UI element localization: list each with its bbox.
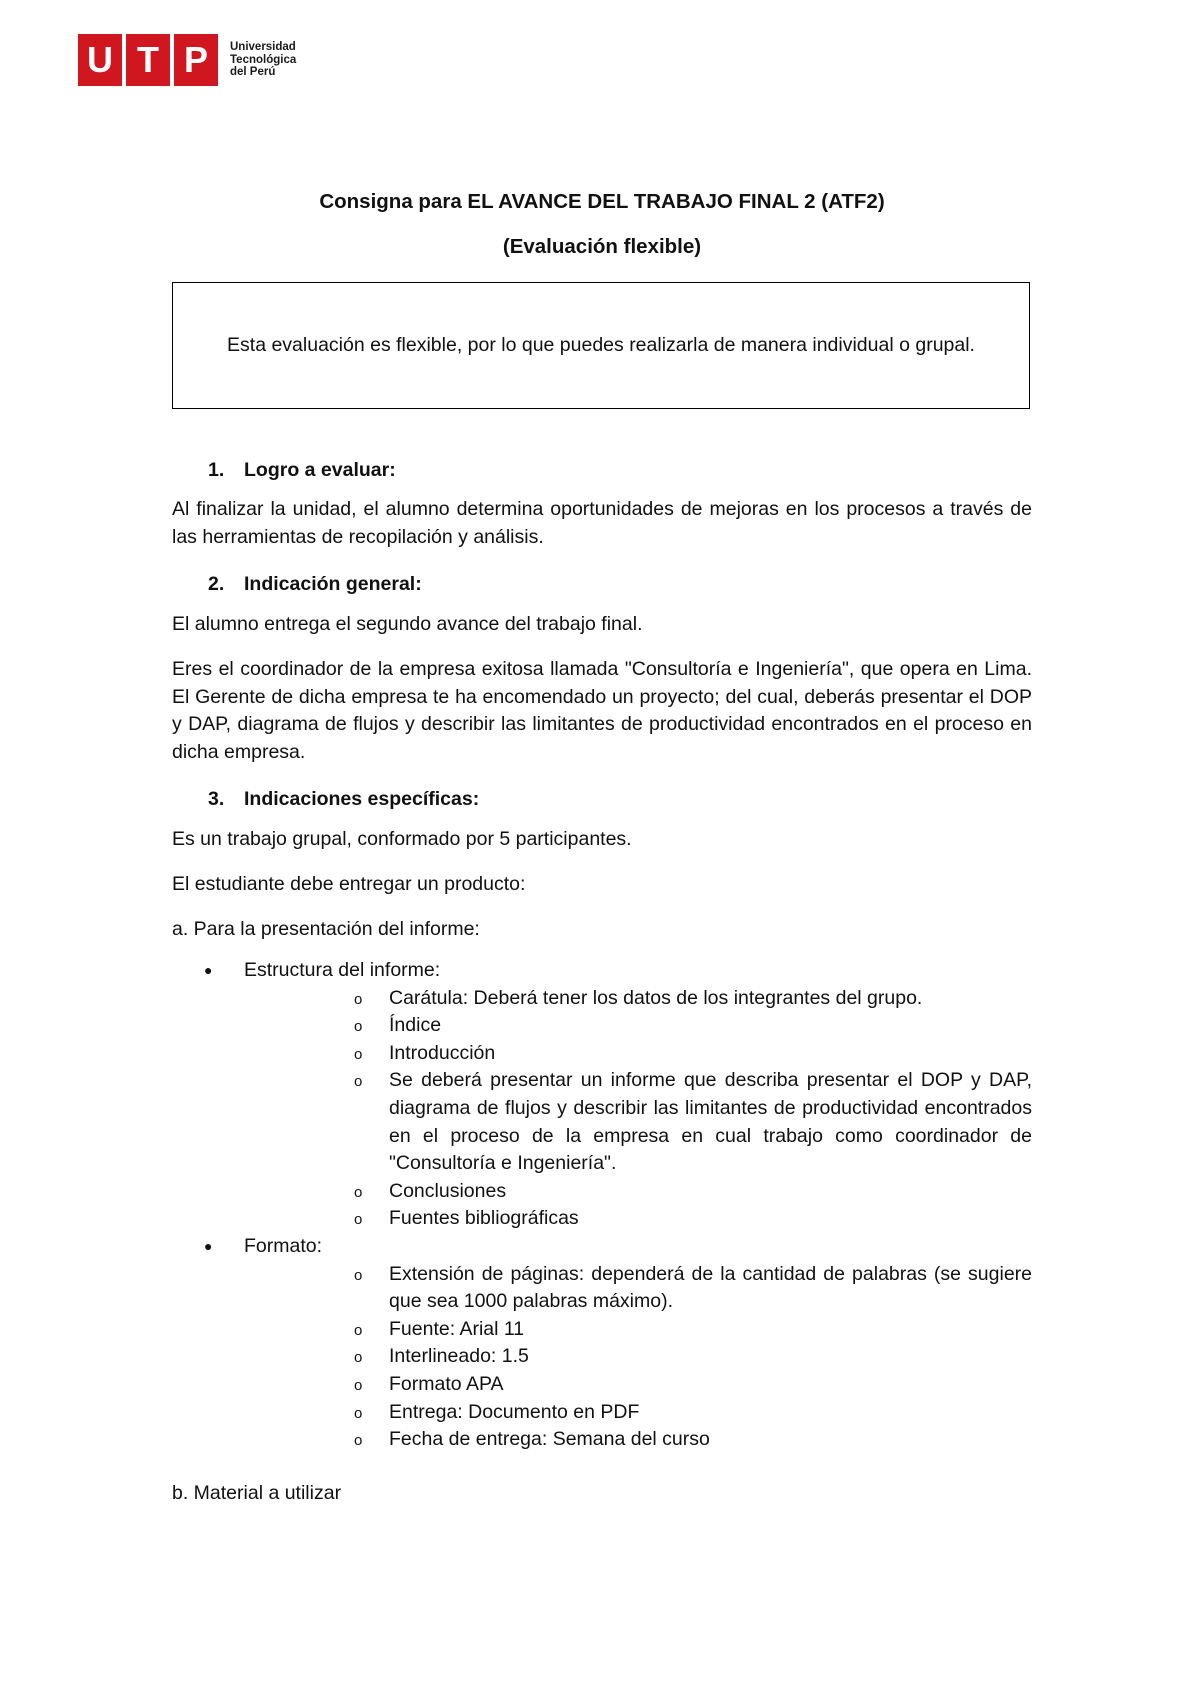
list-item-text: Se deberá presentar un informe que describa presentar el DOP y DAP, diagrama de flujos y describir las limitantes de productividad encontrados en el proceso de la empresa en cual trabajo como coordinador de "Consultoría e Ingeniería". [389,1069,1032,1175]
document-subtitle: (Evaluación flexible) [502,235,702,258]
sub-bullet-icon: o [354,1266,363,1284]
sub-bullet-icon: o [354,1045,363,1063]
list-item [244,1067,1032,1177]
section-heading-logro [208,457,396,484]
list-item-formato [172,1233,1032,1454]
list-item-text: Extensión de páginas: dependerá de la cantidad de palabras (se sugiere que sea 1000 palabras máximo). [389,1262,1032,1313]
list-item-estructura [172,957,1032,1233]
list-item [244,1371,1032,1399]
logo-name-line: del Perú [230,66,276,79]
sub-bullet-icon: o [354,1073,363,1091]
sub-bullet-icon: o [354,1321,363,1339]
logo-name-line: Tecnológica [230,53,297,66]
list-item [244,1343,1032,1371]
sub-bullet-icon: o [354,1432,363,1450]
list-item-text: Conclusiones [389,1179,507,1202]
paragraph-entrega: El alumno entrega el segundo avance del trabajo final. [172,613,643,635]
list-item [244,1426,1032,1454]
list-item [244,1040,1032,1068]
paragraph-coordinador: Eres el coordinador de la empresa exitosa llamada "Consultoría e Ingeniería", que opera en Lima. El Gerente de dicha empresa te ha encomendado un proyecto; del cual, deberás presentar el DOP y DAP, diagrama de flujos y describir las limitantes de productividad encontrados en el proceso en dicha empresa. [172,658,1032,763]
flexible-evaluation-notice [172,282,1030,409]
sub-bullet-icon: o [354,1183,363,1201]
section-number: 2. [208,573,225,595]
list-item [244,1012,1032,1040]
list-item [244,1399,1032,1427]
document-title: Consigna para EL AVANCE DEL TRABAJO FINAL 2 (ATF2) [319,190,885,213]
logo-university-name [230,41,296,79]
list-item-label: Estructura del informe: [244,959,441,981]
list-item-text: Interlineado: 1.5 [389,1345,529,1368]
sub-bullet-icon: o [354,1211,363,1229]
paragraph-producto: El estudiante debe entregar un producto: [172,873,526,895]
section-heading-text: Logro a evaluar: [244,459,396,481]
list-item-text: Índice [389,1014,442,1037]
list-item [244,1205,1032,1233]
bullet-icon: ● [204,1237,213,1254]
section-heading-indicaciones-especificas [208,786,479,813]
sub-bullet-icon: o [354,1404,363,1422]
sub-bullet-icon: o [354,1349,363,1367]
list-item [244,1178,1032,1206]
list-item-text: Fuentes bibliográficas [389,1207,579,1230]
list-item-label: Formato: [244,1234,323,1257]
sublist-estructura [244,985,1032,1233]
list-item-text: Entrega: Documento en PDF [389,1400,640,1423]
section-number: 1. [208,459,225,481]
list-item [244,985,1032,1013]
notice-text: Esta evaluación es flexible, por lo que puedes realizarla de manera individual o grupal. [227,334,975,356]
section-heading-text: Indicación general: [244,573,422,595]
logo-letter-u: U [78,34,122,86]
section-number: 3. [208,788,225,810]
logo-letter-p: P [174,34,218,86]
section-heading-indicacion-general [208,571,422,598]
logo-letter-t: T [126,34,170,86]
list-item-text: Fecha de entrega: Semana del curso [389,1428,710,1451]
logo-name-line: Universidad [230,41,296,54]
list-item [244,1316,1032,1344]
section-heading-text: Indicaciones específicas: [244,788,480,810]
sub-bullet-icon: o [354,990,363,1008]
list-item-text: Carátula: Deberá tener los datos de los integrantes del grupo. [389,986,923,1009]
paragraph-logro: Al finalizar la unidad, el alumno determina oportunidades de mejoras en los procesos a través de las herramientas de recopilación y análisis. [172,498,1032,548]
paragraph-presentacion-informe: a. Para la presentación del informe: [172,918,480,940]
bullet-icon: ● [204,962,213,978]
requirements-list [172,957,1032,1454]
utp-logo [78,34,296,86]
list-item-text: Fuente: Arial 11 [389,1317,525,1340]
list-item [244,1261,1032,1316]
paragraph-material: b. Material a utilizar [172,1482,342,1504]
list-item-text: Introducción [389,1041,496,1064]
sublist-formato [244,1261,1032,1454]
sub-bullet-icon: o [354,1018,363,1036]
paragraph-trabajo-grupal: Es un trabajo grupal, conformado por 5 participantes. [172,828,632,850]
list-item-text: Formato APA [389,1372,504,1395]
sub-bullet-icon: o [354,1376,363,1394]
